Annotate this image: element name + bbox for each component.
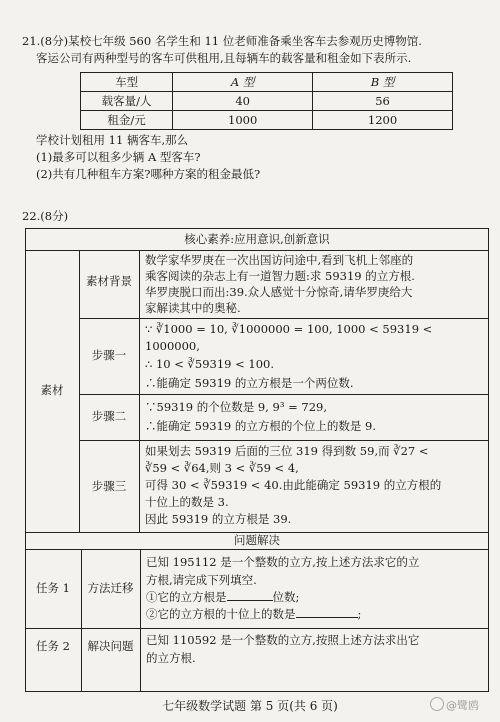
step3-label: 步骤三: [91, 479, 127, 493]
q22-title: 22.(8分): [22, 209, 69, 223]
table-cell: 1000: [173, 111, 313, 130]
divider: [25, 250, 489, 251]
table-cell: 载客量/人: [81, 92, 173, 111]
divider: [79, 318, 489, 319]
task1-fill-2-text: ②它的立方根的十位上的数是: [146, 607, 296, 621]
task2-name: 解决问题: [87, 639, 134, 653]
background-label: 素材背景: [86, 274, 132, 288]
watermark: [430, 697, 479, 713]
q21-table: [80, 72, 453, 130]
watermark-text: @鹭鸥: [446, 699, 479, 712]
table-header-cell: A 型: [173, 73, 313, 92]
problem-solving-header: 问题解决: [234, 533, 280, 547]
divider: [81, 549, 82, 692]
q21-line1: 21.(8分)某校七年级 560 名学生和 11 位老师准备乘坐客车去参观历史博物馆.: [22, 34, 422, 48]
step1-line: ∴能确定 59319 的立方根是一个两位数.: [145, 376, 354, 390]
table-cell: 租金/元: [81, 111, 173, 130]
background-line: 乘客阅读的杂志上有一道智力题:求 59319 的立方根.: [145, 269, 415, 283]
step3-line: 可得 30 < ∛59319 < 40.由此能确定 59319 的立方根的: [145, 478, 442, 492]
task1-fill-2: [146, 606, 361, 623]
divider: [140, 549, 141, 692]
task1-fill-1: [146, 589, 299, 606]
q21-line2: 客运公司有两种型号的客车可供租用,且每辆车的载客量和租金如下表所示.: [36, 51, 412, 65]
table-cell: 1200: [313, 111, 453, 130]
table-row: [81, 73, 453, 92]
q21-sub2: (2)共有几种租车方案?哪种方案的租金最低?: [36, 167, 261, 181]
q21-sub1: (1)最多可以租多少辆 A 型客车?: [36, 150, 201, 164]
step3-line: 因此 59319 的立方根是 39.: [145, 512, 292, 526]
background-line: 华罗庚脱口而出:39.众人感觉十分惊奇,请华罗庚给大: [145, 285, 413, 299]
core-literacy-header: 核心素养:应用意识,创新意识: [184, 232, 330, 246]
q21-line3: 学校计划租用 11 辆客车,那么: [36, 133, 189, 147]
divider: [25, 628, 489, 629]
background-line: 数学家华罗庚在一次出国访问途中,看到飞机上邻座的: [145, 253, 414, 267]
table-header-cell: 车型: [81, 73, 173, 92]
table-header-cell: B 型: [313, 73, 453, 92]
table-cell: 40: [173, 92, 313, 111]
task1-name: 方法迁移: [87, 581, 134, 595]
divider: [139, 250, 140, 532]
task1-fill-1-suffix: 位数;: [272, 590, 300, 604]
task2-line: 已知 110592 是一个整数的立方,按照上述方法求出它: [146, 633, 420, 647]
answer-blank[interactable]: [296, 606, 358, 618]
task1-fill-1-text: ①它的立方根是: [146, 590, 227, 604]
divider: [25, 549, 489, 550]
table-row: [81, 111, 453, 130]
task1-label: 任务 1: [36, 581, 70, 595]
material-label: 素材: [40, 383, 64, 397]
task1-fill-2-suffix: ;: [357, 607, 362, 621]
step3-line: 如果划去 59319 后面的三位 319 得到数 59,而 ∛27 <: [145, 444, 429, 458]
step1-line: 1000000,: [145, 339, 200, 353]
divider: [79, 440, 489, 441]
table-cell: 56: [313, 92, 453, 111]
step1-line: ∵ ∛1000 = 10, ∛1000000 = 100, 1000 < 59319 <: [145, 322, 433, 336]
watermark-icon: [430, 697, 444, 711]
step2-label: 步骤二: [91, 409, 127, 423]
page-footer: 七年级数学试题 第 5 页(共 6 页): [162, 699, 338, 713]
answer-blank[interactable]: [227, 589, 273, 601]
task2-label: 任务 2: [36, 639, 70, 653]
task1-line: 方根,请完成下列填空.: [146, 573, 257, 587]
task1-line: 已知 195112 是一个整数的立方,按上述方法求它的立: [146, 555, 420, 569]
step1-line: ∴ 10 < ∛59319 < 100.: [145, 357, 275, 371]
step3-line: ∛59 < ∛64,则 3 < ∛59 < 4,: [145, 461, 299, 475]
table-row: [81, 92, 453, 111]
divider: [79, 394, 489, 395]
step2-line: ∴能确定 59319 的立方根的个位上的数是 9.: [145, 419, 377, 433]
step3-line: 十位上的数是 3.: [145, 495, 229, 509]
step2-line: ∵59319 的个位数是 9, 9³ = 729,: [145, 400, 328, 414]
task2-line: 的立方根.: [146, 651, 196, 665]
step1-label: 步骤一: [91, 348, 127, 362]
background-line: 家解读其中的奥秘.: [145, 301, 241, 315]
